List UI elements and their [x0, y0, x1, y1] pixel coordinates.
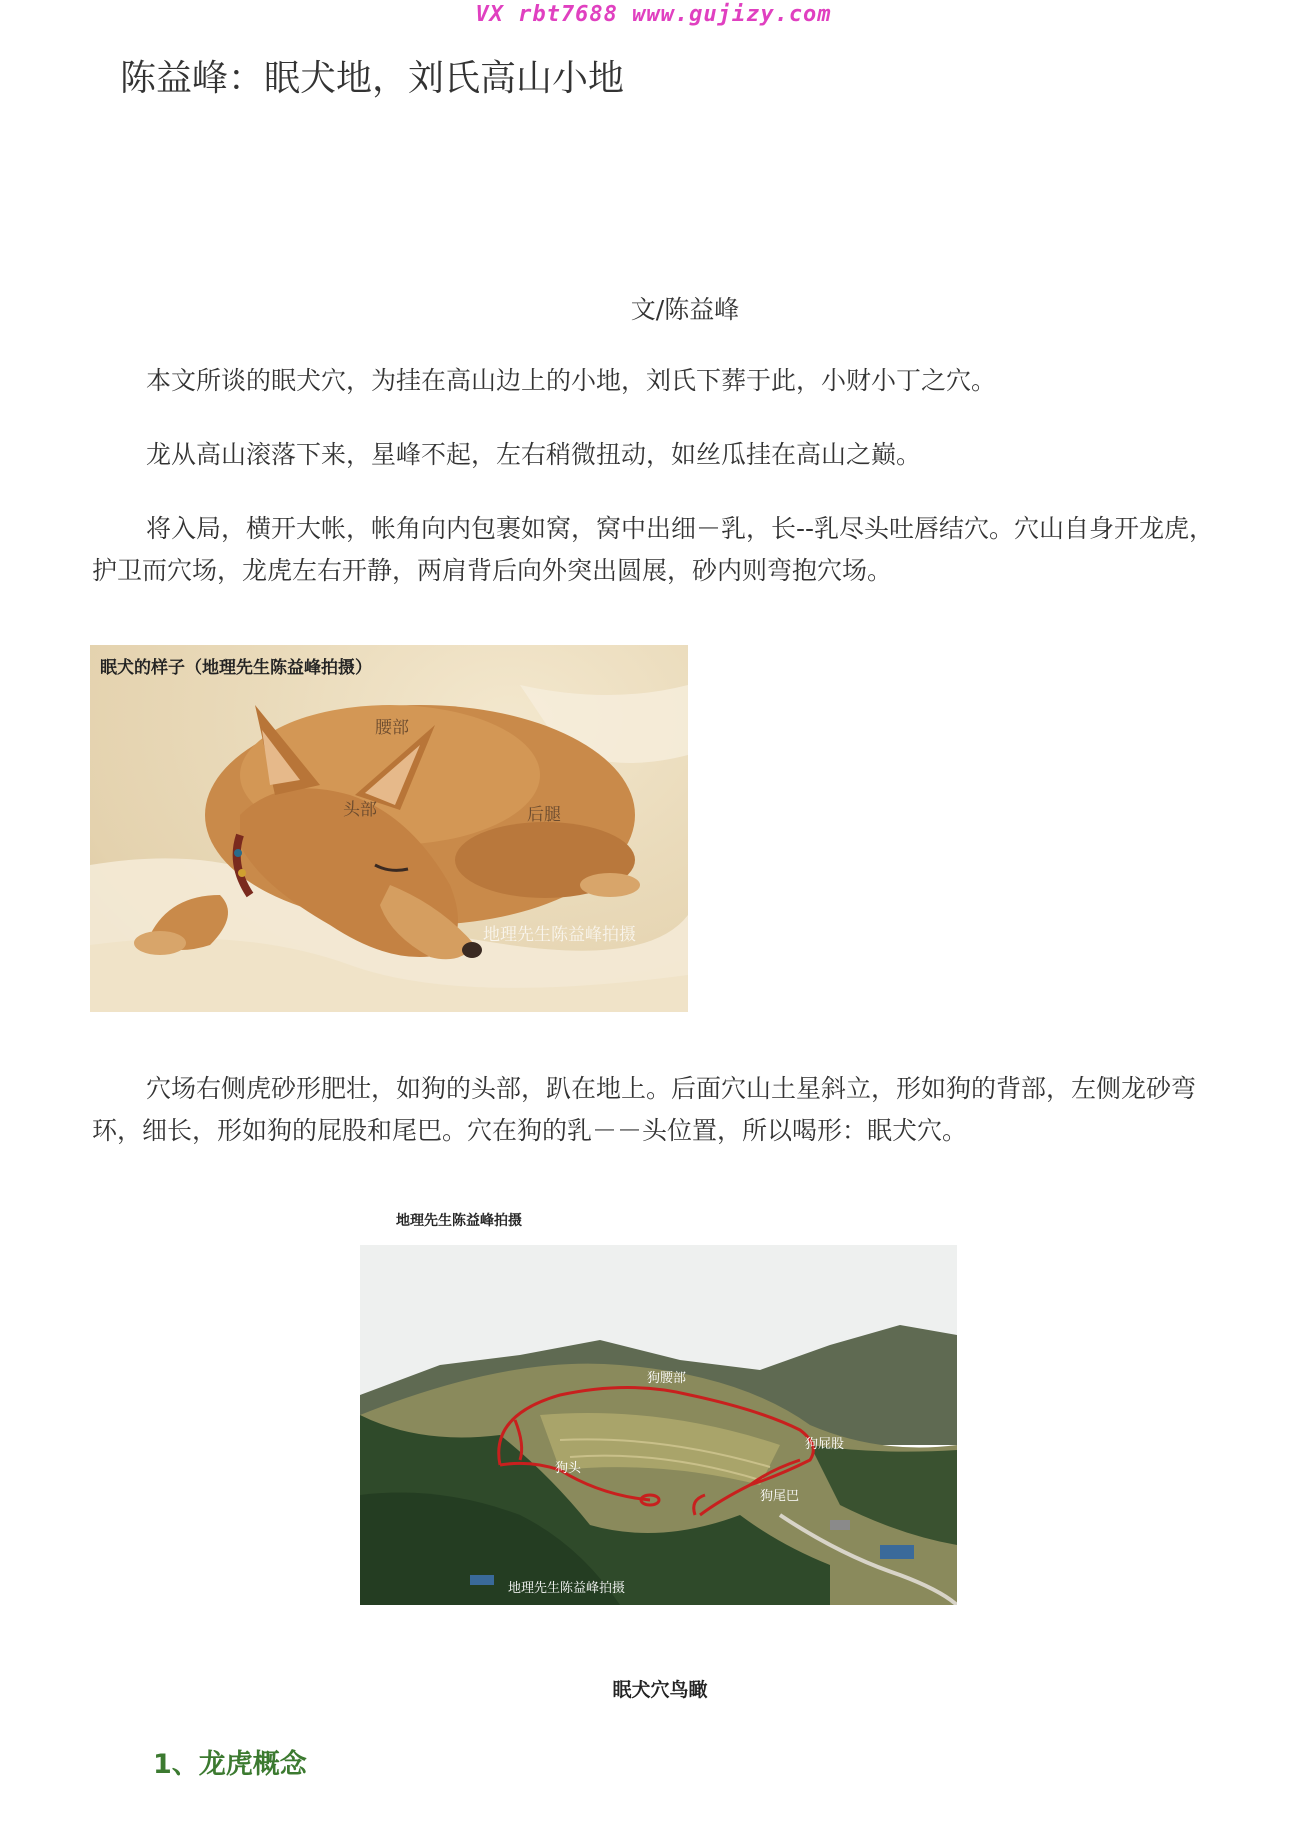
- aerial-photo: [360, 1245, 957, 1605]
- paragraph: 龙从高山滚落下来，星峰不起，左右稍微扭动，如丝瓜挂在高山之巅。: [146, 440, 922, 469]
- page-title: 陈益峰：眠犬地，刘氏高山小地: [120, 58, 625, 99]
- author-byline: 文/陈益峰: [630, 295, 740, 324]
- label-dog-tail: 狗尾巴: [760, 1489, 800, 1504]
- section-heading: 1、龙虎概念: [153, 1749, 307, 1780]
- aerial-photo-watermark: 地理先生陈益峰拍摄: [508, 1581, 626, 1596]
- photo-caption: 眠犬的样子（地理先生陈益峰拍摄）: [100, 658, 372, 678]
- figure-caption: 眠犬穴鸟瞰: [612, 1679, 708, 1701]
- paragraph: 穴场右侧虎砂形肥壮，如狗的头部，趴在地上。后面穴山土星斜立，形如狗的背部，左侧龙砂弯环，细长，形如狗的屁股和尾巴。穴在狗的乳－－头位置，所以喝形：眠犬穴。: [92, 1074, 1197, 1145]
- aerial-photo-credit: 地理先生陈益峰拍摄: [396, 1213, 522, 1229]
- label-dog-head: 狗头: [555, 1461, 582, 1476]
- landscape-illustration: [360, 1245, 957, 1605]
- label-head: 头部: [343, 800, 377, 820]
- dog-illustration: [90, 645, 688, 1012]
- label-waist: 腰部: [375, 718, 409, 738]
- paragraph: 本文所谈的眠犬穴，为挂在高山边上的小地，刘氏下葬于此，小财小丁之穴。: [146, 366, 997, 395]
- watermark-banner: VX rbt7688 www.gujizy.com: [475, 2, 832, 27]
- photo-watermark: 地理先生陈益峰拍摄: [483, 925, 636, 945]
- label-dog-waist: 狗腰部: [647, 1371, 687, 1386]
- paragraph: 将入局，横开大帐，帐角向内包裹如窝，窝中出细－乳，长--乳尽头吐唇结穴。穴山自身开龙虎，护卫而穴场，龙虎左右开静，两肩背后向外突出圆展，砂内则弯抱穴场。: [92, 514, 1215, 585]
- label-hind-leg: 后腿: [527, 805, 561, 825]
- label-dog-butt: 狗屁股: [805, 1437, 845, 1452]
- dog-photo: [90, 645, 688, 1012]
